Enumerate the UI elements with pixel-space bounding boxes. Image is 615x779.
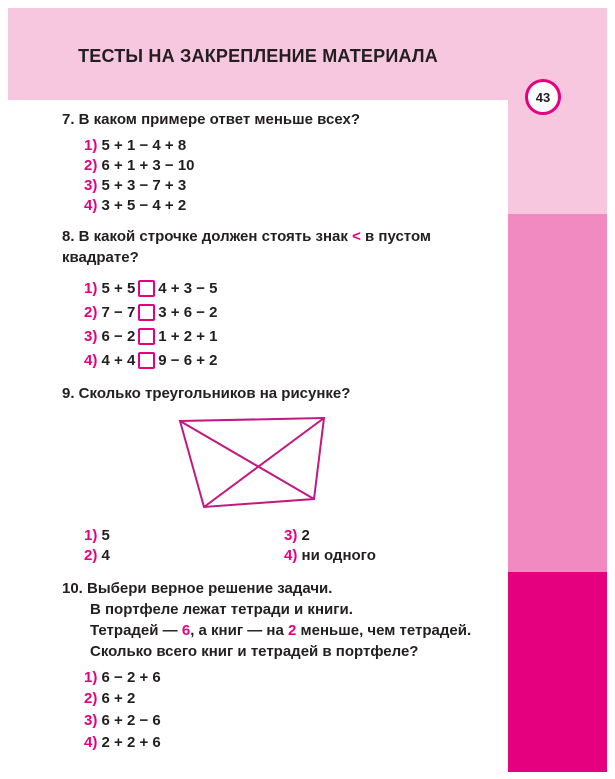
q9-option-4: 4) ни одного: [284, 547, 376, 564]
q7-option-1: 1) 5 + 1 − 4 + 8: [84, 137, 187, 154]
side-band-light: [508, 100, 607, 214]
q10-option-2: 2) 6 + 2: [84, 690, 136, 707]
empty-square: [138, 328, 155, 345]
question-9: 9. Сколько треугольников на рисунке?: [62, 385, 351, 402]
q9-option-3: 3) 2: [284, 527, 310, 544]
empty-square: [138, 280, 155, 297]
q9-option-1: 1) 5: [84, 527, 110, 544]
question-7: 7. В каком примере ответ меньше всех?: [62, 111, 361, 128]
page-title: ТЕСТЫ НА ЗАКРЕПЛЕНИЕ МАТЕРИАЛА: [78, 46, 438, 66]
q10-option-4: 4) 2 + 2 + 6: [84, 734, 161, 751]
q8-option-3: 3) 6 − 2 1 + 2 + 1: [84, 328, 218, 345]
page-number-badge: [525, 79, 561, 115]
q8-option-4: 4) 4 + 4 9 − 6 + 2: [84, 352, 218, 369]
side-band-dark: [508, 572, 607, 772]
q10-option-3: 3) 6 + 2 − 6: [84, 712, 161, 729]
q8-option-1: 1) 5 + 5 4 + 3 − 5: [84, 280, 218, 297]
diagonal-line: [180, 421, 314, 499]
side-band-medium: [508, 214, 607, 572]
question-8: 8. В какой строчке должен стоять знак < в пустом квадрате?: [62, 228, 432, 266]
page-number: 43: [535, 89, 551, 105]
q9-option-2: 2) 4: [84, 547, 110, 564]
q8-option-2: 2) 7 − 7 3 + 6 − 2: [84, 304, 218, 321]
empty-square: [138, 304, 155, 321]
empty-square: [138, 352, 155, 369]
q10-option-1: 1) 6 − 2 + 6: [84, 669, 161, 686]
triangles-figure: [176, 413, 328, 513]
q7-option-4: 4) 3 + 5 − 4 + 2: [84, 197, 187, 214]
q7-option-2: 2) 6 + 1 + 3 − 10: [84, 157, 195, 174]
q7-option-3: 3) 5 + 3 − 7 + 3: [84, 177, 187, 194]
question-10: 10. Выбери верное решение задачи. В портфеле лежат тетради и книги. Тетрадей — 6, а книг — на 2 меньше, чем тетрадей. Сколько всего книг и тетрадей в портфеле?: [62, 580, 472, 660]
less-than-sign: <: [352, 228, 361, 245]
